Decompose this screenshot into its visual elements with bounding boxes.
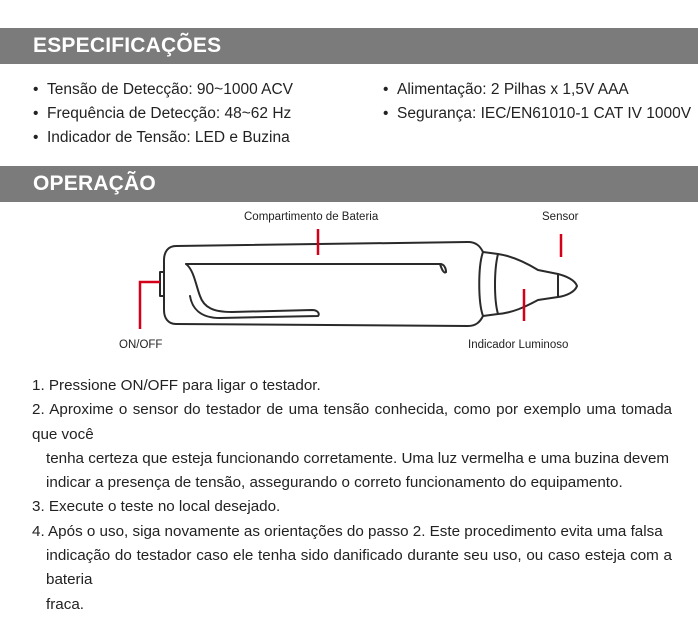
specifications-header: ESPECIFICAÇÕES	[0, 28, 698, 64]
spec-item: • Indicador de Tensão: LED e Buzina	[33, 129, 290, 146]
step-item: 2. Aproxime o sensor do testador de uma tensão conhecida, como por exemplo uma tomada que você tenha certeza que esteja funcionando corretamente. Uma luz vermelha e uma buzina devem indicar a presença de tensão, assegurando o correto funcionamento do equipamento.	[32, 401, 672, 492]
step-item: 4. Após o uso, siga novamente as orientações do passo 2. Este procedimento evita uma falsa indicação do testador caso ele tenha sido danificado durante seu uso, ou caso esteja com a bateria fraca.	[32, 522, 672, 613]
onoff-label: ON/OFF	[119, 339, 163, 351]
spec-item: • Alimentação: 2 Pilhas x 1,5V AAA	[383, 81, 629, 98]
operation-steps	[32, 374, 672, 617]
voltage-tester-diagram	[0, 200, 698, 365]
onoff-callout-line	[140, 282, 160, 329]
operation-header: OPERAÇÃO	[0, 166, 698, 202]
step-item: 3. Execute o teste no local desejado.	[32, 498, 281, 516]
step-item: 1. Pressione ON/OFF para ligar o testador.	[32, 377, 321, 394]
tester-illustration	[0, 200, 698, 365]
spec-item: • Frequência de Detecção: 48~62 Hz	[33, 105, 292, 122]
spec-item: • Segurança: IEC/EN61010-1 CAT IV 1000V	[383, 105, 692, 122]
sensor-label: Sensor	[542, 211, 579, 223]
light-indicator-label: Indicador Luminoso	[468, 339, 569, 351]
tester-body-outline	[164, 242, 577, 326]
spec-list-left	[33, 78, 293, 150]
spec-item: • Tensão de Detecção: 90~1000 ACV	[33, 81, 294, 98]
battery-compartment-label: Compartimento de Bateria	[244, 211, 379, 223]
spec-list-right	[383, 78, 691, 126]
